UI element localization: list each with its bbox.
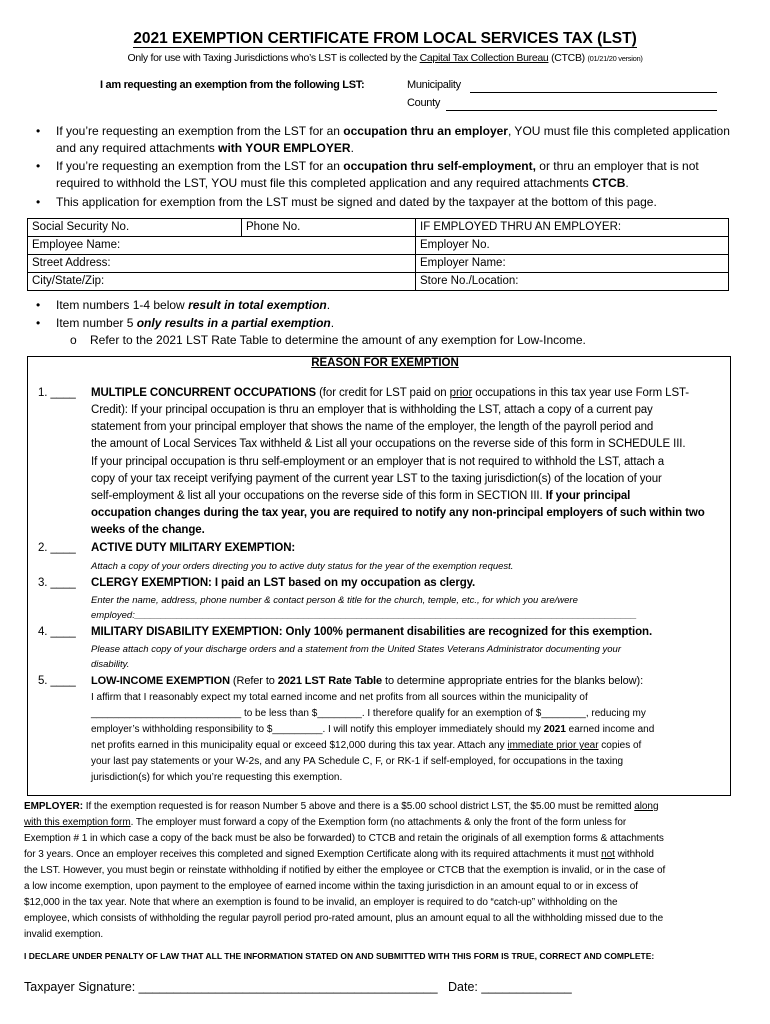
reason-2-checkbox[interactable]: 2. ____: [38, 542, 76, 554]
form-title: 2021 EXEMPTION CERTIFICATE FROM LOCAL SERVICES TAX (LST): [133, 30, 637, 47]
reason-heading: REASON FOR EXEMPTION: [311, 357, 459, 369]
reason-4-note-2: disability.: [91, 659, 130, 670]
reason-1-line-2: Credit): If your principal occupation is thru an employer that is withholding the LST, attach a copy of a current pay: [91, 404, 653, 416]
reason-1-line-3: statement from your principal employer that shows the name of the employer, the length of the payroll period and: [91, 421, 654, 433]
reason-5-line-1: I affirm that I reasonably expect my total earned income and net profits from all sources within the municipality of: [91, 692, 588, 703]
reason-1-line-1: MULTIPLE CONCURRENT OCCUPATIONS (for credit for LST paid on prior occupations in this tax year use Form LST-: [91, 387, 690, 399]
reason-5-line-5: your last pay statements or your W-2s, and any PA Schedule C, F, or RK-1 if self-employed, for occupations in the taxing: [91, 756, 624, 767]
declaration: I DECLARE UNDER PENALTY OF LAW THAT ALL THE INFORMATION STATED ON AND SUBMITTED WITH THIS FORM IS TRUE, CORRECT AND COMPLETE:: [24, 951, 655, 961]
reason-2-title: ACTIVE DUTY MILITARY EXEMPTION:: [91, 542, 296, 554]
employee-name-field[interactable]: Employee Name:: [28, 237, 416, 255]
reason-5-line-2[interactable]: ___________________________ to be less than $________. I therefore qualify for an exemption of $________, reducing my: [91, 708, 646, 719]
request-label: I am requesting an exemption from the following LST:: [100, 79, 365, 91]
bullet-dot: •: [36, 124, 41, 138]
employer-note-line-1: EMPLOYER: If the exemption requested is for reason Number 5 above and there is a $5.00 school district LST, the $5.00 must be remitted along: [24, 801, 659, 812]
reason-1-line-5: If your principal occupation is thru self-employment or an employer that is not required to withhold the LST, attach a: [91, 456, 665, 468]
store-location-field[interactable]: Store No./Location:: [416, 273, 729, 291]
employer-note-line-9: invalid exemption.: [24, 929, 104, 940]
employer-header: IF EMPLOYED THRU AN EMPLOYER:: [416, 219, 729, 237]
ssn-field[interactable]: Social Security No.: [28, 219, 242, 237]
items-note-2: Item number 5 only results in a partial exemption.: [56, 316, 335, 330]
reason-4-note-1: Please attach copy of your discharge orders and a statement from the United States Veterans Administrator documenting your: [91, 644, 621, 655]
reason-1-line-9: weeks of the change.: [91, 524, 205, 536]
reason-5-checkbox[interactable]: 5. ____: [38, 675, 76, 687]
reason-4-checkbox[interactable]: 4. ____: [38, 626, 76, 638]
street-address-field[interactable]: Street Address:: [28, 255, 416, 273]
reason-3-checkbox[interactable]: 3. ____: [38, 577, 76, 589]
bullet-1-line-1: If you’re requesting an exemption from the LST for an occupation thru an employer, YOU must file this completed application: [56, 124, 730, 138]
items-note-1: Item numbers 1-4 below result in total exemption.: [56, 298, 331, 312]
employer-note-line-3: Exemption # 1 in which case a copy of the back must be also be forwarded) to CTCB and retain the originals of all exemption forms & attachments: [24, 833, 664, 844]
reason-5-line-3[interactable]: employer’s withholding responsibility to $_________. I will notify this employer immediately should my 2021 earned income and: [91, 724, 655, 735]
taxpayer-signature-field[interactable]: Taxpayer Signature: ___________________________________________: [24, 980, 438, 994]
bullet-dot: •: [36, 316, 41, 330]
employer-note-line-4: for 3 years. Once an employer receives this completed and signed Exemption Certificate along with its required attachments it must not withhold: [24, 849, 654, 860]
reason-1-line-6: copy of your tax receipt verifying payment of the current year LST to the taxing jurisdiction(s) of the location of your: [91, 473, 662, 485]
bullet-3-line-1: This application for exemption from the LST must be signed and dated by the taxpayer at the bottom of this page.: [56, 195, 657, 209]
bullet-dot: •: [36, 195, 41, 209]
date-field[interactable]: Date: _____________: [448, 980, 572, 994]
form-subtitle: Only for use with Taxing Jurisdictions who’s LST is collected by the Capital Tax Collection Bureau (CTCB) (01/21/20 version): [127, 52, 643, 64]
municipality-field[interactable]: [470, 80, 717, 93]
bullet-1-line-2: and any required attachments with YOUR EMPLOYER.: [56, 141, 354, 155]
reason-3-note-1: Enter the name, address, phone number & contact person & title for the church, temple, etc., for which you are/were: [91, 595, 578, 606]
bullet-dot: •: [36, 159, 41, 173]
city-state-zip-field[interactable]: City/State/Zip:: [28, 273, 416, 291]
municipality-label: Municipality: [407, 79, 461, 91]
items-note-3: Refer to the 2021 LST Rate Table to determine the amount of any exemption for Low-Income.: [90, 333, 586, 347]
reason-1-line-8: occupation changes during the tax year, you are required to notify any non-principal employers of such within two: [91, 507, 705, 519]
reason-5-title: LOW-INCOME EXEMPTION (Refer to 2021 LST Rate Table to determine appropriate entries for the blanks below):: [91, 675, 644, 687]
reason-5-line-4: net profits earned in this municipality equal or exceed $12,000 during this tax year. Attach any immediate prior year copies of: [91, 740, 642, 751]
reason-3-title: CLERGY EXEMPTION: I paid an LST based on my occupation as clergy.: [91, 577, 476, 589]
sub-bullet: o: [70, 333, 77, 347]
employer-note-line-2: with this exemption form. The employer must forward a copy of the Exemption form (no attachments & only the front of the form unless for: [24, 817, 627, 828]
bullet-dot: •: [36, 298, 41, 312]
reason-1-line-7: self-employment & list all your occupations on the reverse side of this form in SECTION III. If your principal: [91, 490, 631, 502]
employer-no-field[interactable]: Employer No.: [416, 237, 729, 255]
ctcb-link[interactable]: Capital Tax Collection Bureau: [419, 52, 549, 64]
county-label: County: [407, 97, 441, 109]
reason-1-line-4: the amount of Local Services Tax withheld & List all your occupations on the reverse side of this form in SCHEDULE III.: [91, 438, 686, 450]
county-field[interactable]: [446, 98, 717, 111]
phone-field[interactable]: Phone No.: [242, 219, 416, 237]
reason-1-checkbox[interactable]: 1. ____: [38, 387, 76, 399]
bullet-2-line-1: If you’re requesting an exemption from the LST for an occupation thru self-employment, or thru an employer that is not: [56, 159, 699, 173]
reason-5-line-6: jurisdiction(s) for which you’re requesting this exemption.: [91, 772, 343, 783]
reason-4-title: MILITARY DISABILITY EXEMPTION: Only 100% permanent disabilities are recognized for this exemption.: [91, 626, 653, 638]
employer-note-line-7: $12,000 in the tax year. Note that where an exemption is found to be invalid, an employer is required to do “catch-up” withholding on the: [24, 897, 618, 908]
employer-note-line-6: a low income exemption, upon payment to the employee of earned income within the taxing jurisdiction in an amount equal to or in excess of: [24, 881, 639, 892]
bullet-2-line-2: required to withhold the LST, YOU must file this completed application and any required attachments CTCB.: [56, 176, 629, 190]
reason-3-employed-field[interactable]: employed:_______________________________________________________________________________________________: [91, 610, 637, 621]
version-label: (01/21/20 version): [587, 54, 643, 63]
reason-2-note: Attach a copy of your orders directing you to active duty status for the year of the exemption request.: [91, 561, 514, 572]
employer-note-line-5: the LST. However, you must begin or reinstate withholding if notified by either the employee or CTCB that the exemption is invalid, or in the case of: [24, 865, 666, 876]
employer-note-line-8: employee, which consists of withholding the regular payroll period pro-rated amount, plus an amount equal to all the withholding missed due to the: [24, 913, 664, 924]
employer-name-field[interactable]: Employer Name:: [416, 255, 729, 273]
taxpayer-info-table: [27, 218, 729, 291]
